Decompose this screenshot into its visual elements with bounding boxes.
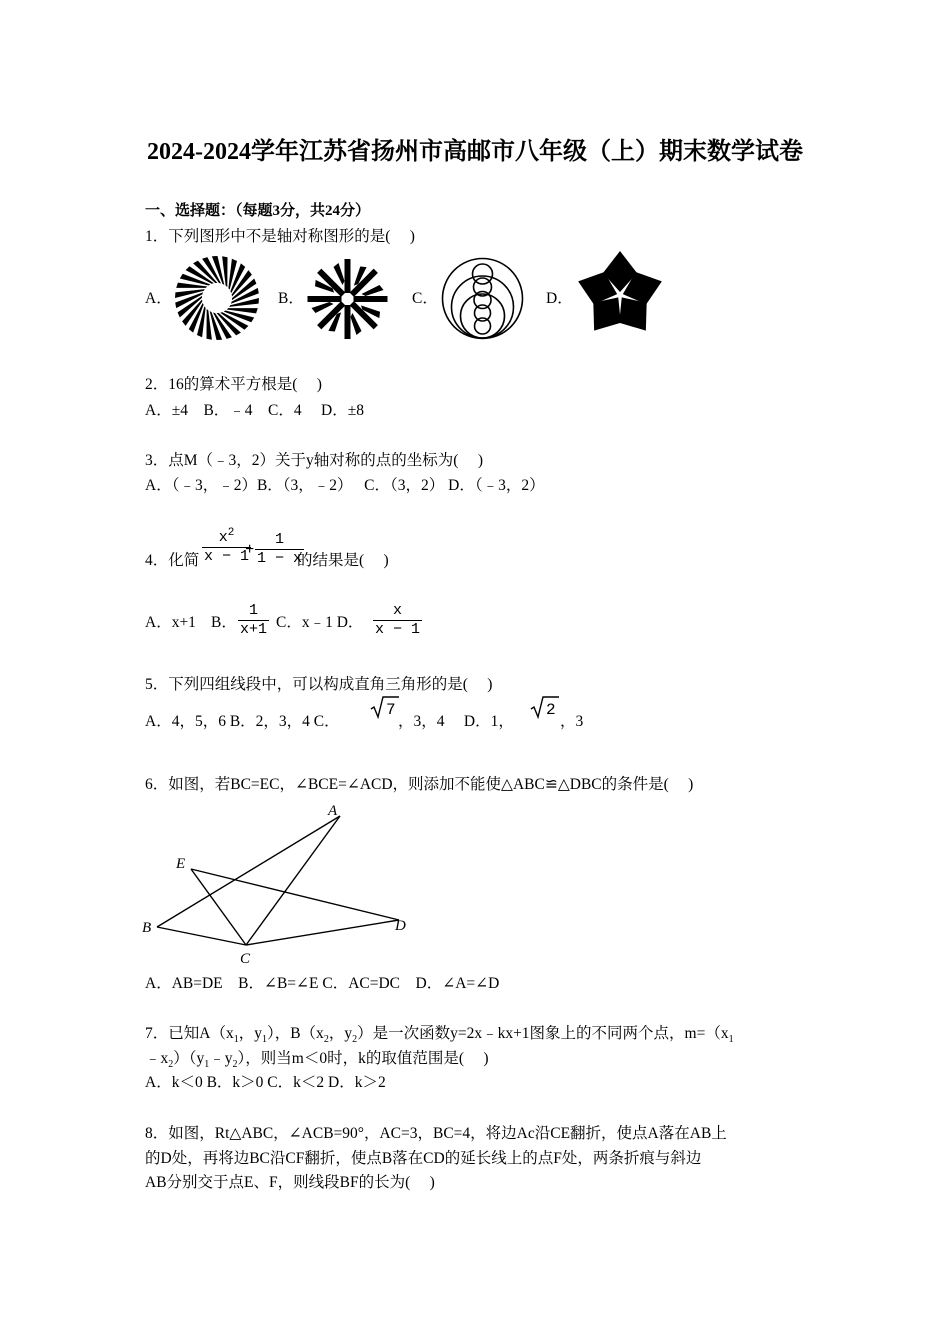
q4-optb-numerator: 1 — [249, 602, 259, 619]
figure-a-spiral — [172, 253, 262, 343]
q4-optb-denominator: x+1 — [240, 621, 268, 638]
q7-line-1: 7．已知$A(x_1$，$y_1$），$B(x_2$，$y_2$）是一次函数y=2x﹣kx+1图象上的不同两个点，$m=(x_1$ — [145, 1025, 734, 1046]
q4-f2-denominator: 1 − x — [257, 550, 303, 567]
q4-fraction-1 — [202, 524, 251, 566]
q7-options: A．k＜0 B．k＞0 C．k＜2 D．k＞2 — [145, 1074, 386, 1091]
q1-option-b-label: B． — [278, 290, 304, 307]
point-label-c: C — [240, 951, 251, 967]
q4-f2-numerator: 1 — [275, 531, 285, 548]
q8-line-2: 的D处，再将边BC沿CF翻折，使点B落在CD的延长线上的点F处，两条折痕与斜边 — [145, 1150, 702, 1167]
point-label-a: A — [328, 803, 338, 819]
q5-stem: 5．下列四组线段中，可以构成直角三角形的是( ) — [145, 676, 493, 693]
q4-option-b-label: B． — [211, 614, 237, 631]
q4-plus: + — [245, 541, 255, 559]
q4-option-c-d: C．x﹣1 D． — [276, 614, 364, 631]
point-label-e: E — [176, 856, 186, 872]
q4-option-d-fraction — [373, 602, 422, 639]
section-heading: 一、选择题：（每题3分，共24分） — [145, 203, 371, 219]
q4-prefix: 4．化简 — [145, 552, 200, 569]
page-title: 2024-2024学年江苏省扬州市高邮市八年级（上）期末数学试卷 — [147, 139, 803, 165]
q1-option-c-label: C． — [412, 290, 438, 307]
q4-option-a: A．x+1 — [145, 614, 196, 631]
figure-b-star-pattern — [305, 259, 390, 339]
q6-options: A．AB=DE B．∠B=∠E C．AC=DC D．∠A=∠D — [145, 975, 500, 992]
q3-stem: 3．点M（﹣3，2）关于y轴对称的点的坐标为( ) — [145, 452, 483, 469]
q4-f1-exponent: 2 — [227, 527, 235, 539]
q5-options-cd: ，3，4 D．1， — [398, 713, 514, 730]
q6-triangle-diagram — [140, 800, 420, 970]
q1-option-d-label: D． — [546, 290, 573, 307]
figure-d-flower — [573, 248, 668, 338]
q4-f1-denominator: x − 1 — [204, 548, 250, 565]
q5-radicand-7: 7 — [386, 701, 396, 719]
q5-options-ab: A．4，5，6 B．2，3，4 C． — [145, 713, 340, 730]
q4-optd-denominator: x − 1 — [375, 621, 421, 638]
figure-c-circles — [440, 256, 525, 341]
q4-f1-numerator: x — [218, 529, 228, 546]
q1-stem: 1．下列图形中不是轴对称图形的是( ) — [145, 228, 415, 245]
q6-stem: 6．如图，若BC=EC，∠BCE=∠ACD，则添加不能使△ABC≌△DBC的条件是( ) — [145, 776, 694, 793]
q2-options: A．±4 B．﹣4 C．4 D．±8 — [145, 402, 364, 419]
point-label-d: D — [395, 918, 406, 934]
q5-radicand-2: 2 — [546, 701, 556, 719]
q3-options: A．（﹣3，﹣2）B．（3，﹣2） C．（3，2） D．（﹣3，2） — [145, 477, 545, 494]
q2-stem: 2．16的算术平方根是( ) — [145, 376, 322, 393]
q8-line-1: 8．如图，Rt△ABC，∠ACB=90°，AC=3，BC=4，将边Ac沿CE翻折，使点A落在AB上 — [145, 1125, 727, 1142]
q4-option-b-fraction — [238, 602, 269, 639]
q7-line-2: $﹣x_2)(y_1﹣y_2)$，则当m＜0时，k的取值范围是( ) — [145, 1050, 489, 1071]
q5-option-d-rest: ，3 — [560, 713, 584, 730]
q1-option-a-label: A． — [145, 290, 172, 307]
q4-optd-numerator: x — [393, 602, 403, 619]
point-label-b: B — [142, 920, 152, 936]
q4-suffix: 的结果是( ) — [297, 552, 389, 569]
q8-line-3: AB分别交于点E、F，则线段BF的长为( ) — [145, 1174, 435, 1191]
